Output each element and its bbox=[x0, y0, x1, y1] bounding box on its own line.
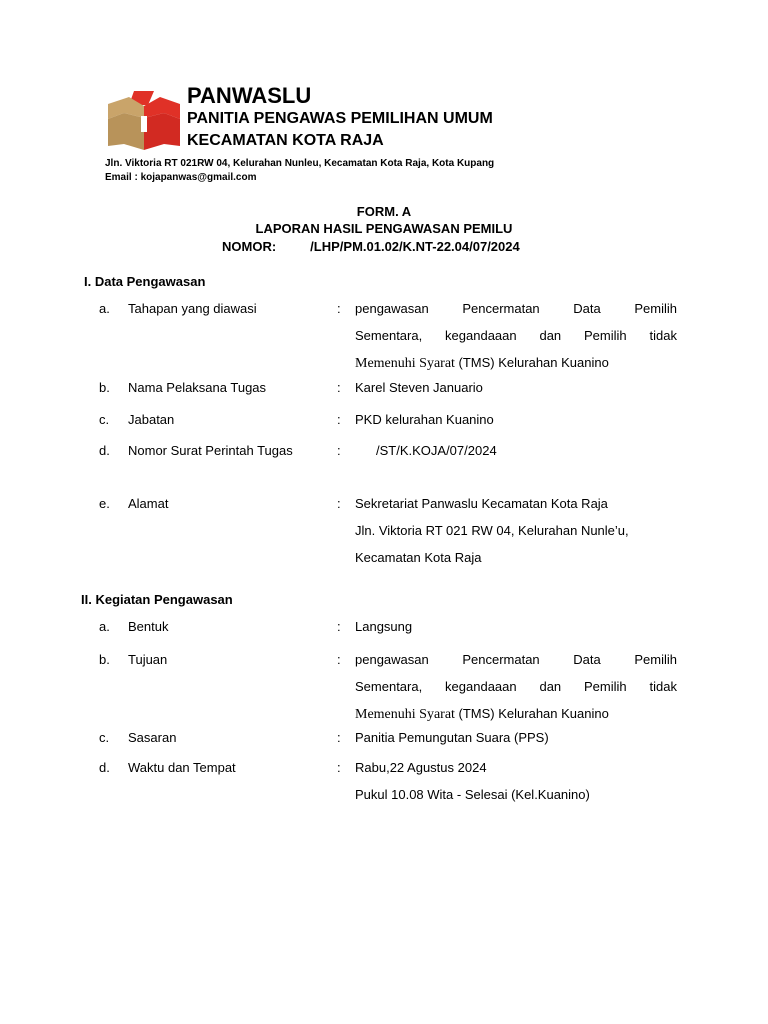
item-value-line: Sekretariat Panwaslu Kecamatan Kota Raja bbox=[355, 496, 608, 511]
item-colon: : bbox=[337, 760, 341, 775]
word: kegandaaan bbox=[445, 328, 517, 343]
org-address: Jln. Viktoria RT 021RW 04, Kelurahan Nunleu, Kecamatan Kota Raja, Kota Kupang bbox=[105, 158, 495, 169]
value-serif-part: Memenuhi Syarat bbox=[355, 356, 455, 371]
item-letter: a. bbox=[99, 619, 110, 634]
item-value: Karel Steven Januario bbox=[355, 380, 483, 395]
item-letter: a. bbox=[99, 301, 110, 316]
item-label: Jabatan bbox=[128, 412, 175, 427]
item-letter: b. bbox=[99, 652, 110, 667]
item-colon: : bbox=[337, 619, 341, 634]
value-serif-part: Memenuhi Syarat bbox=[355, 707, 455, 722]
item-value-line: Pukul 10.08 Wita - Selesai (Kel.Kuanino) bbox=[355, 787, 590, 802]
value-rest-part: (TMS) Kelurahan Kuanino bbox=[454, 355, 609, 370]
item-label: Bentuk bbox=[128, 619, 169, 634]
item-label: Sasaran bbox=[128, 730, 177, 745]
form-number bbox=[222, 239, 520, 254]
item-value-line bbox=[355, 706, 609, 723]
word: Pemilih bbox=[634, 652, 677, 667]
word: tidak bbox=[649, 679, 677, 694]
item-colon: : bbox=[337, 443, 341, 458]
item-label: Nomor Surat Perintah Tugas bbox=[128, 443, 293, 458]
word: Pemilih bbox=[584, 328, 627, 343]
item-value-line bbox=[355, 679, 677, 694]
word: tidak bbox=[649, 328, 677, 343]
word: kegandaaan bbox=[445, 679, 517, 694]
section-1-title: I. Data Pengawasan bbox=[84, 274, 206, 289]
item-letter: c. bbox=[99, 730, 110, 745]
word: Pemilih bbox=[584, 679, 627, 694]
word: Pemilih bbox=[634, 301, 677, 316]
item-label: Tahapan yang diawasi bbox=[128, 301, 257, 316]
item-letter: e. bbox=[99, 496, 110, 511]
item-value: Langsung bbox=[355, 619, 413, 634]
org-short-name: PANWASLU bbox=[187, 83, 312, 108]
item-colon: : bbox=[337, 496, 341, 511]
word: Data bbox=[573, 301, 601, 316]
item-label: Tujuan bbox=[128, 652, 168, 667]
item-letter: b. bbox=[99, 380, 110, 395]
form-code: FORM. A bbox=[356, 204, 412, 219]
item-value: /ST/K.KOJA/07/2024 bbox=[376, 443, 497, 458]
word: pengawasan bbox=[355, 301, 429, 316]
panwaslu-logo-icon bbox=[104, 88, 184, 152]
item-value-line: Jln. Viktoria RT 021 RW 04, Kelurahan Nunle’u, bbox=[355, 523, 629, 538]
item-colon: : bbox=[337, 412, 341, 427]
word: dan bbox=[539, 679, 562, 694]
org-full-name: PANITIA PENGAWAS PEMILIHAN UMUM bbox=[187, 110, 493, 127]
item-value-line bbox=[355, 301, 677, 316]
item-colon: : bbox=[337, 652, 341, 667]
word: pengawasan bbox=[355, 652, 429, 667]
word: Sementara, bbox=[355, 328, 423, 343]
item-label: Alamat bbox=[128, 496, 169, 511]
item-value: PKD kelurahan Kuanino bbox=[355, 412, 494, 427]
item-colon: : bbox=[337, 380, 341, 395]
word: Pencermatan bbox=[462, 301, 540, 316]
item-colon: : bbox=[337, 730, 341, 745]
item-letter: d. bbox=[99, 443, 110, 458]
section-2-title: II. Kegiatan Pengawasan bbox=[81, 592, 233, 607]
item-label: Nama Pelaksana Tugas bbox=[128, 380, 267, 395]
item-value-line bbox=[355, 328, 677, 343]
word: dan bbox=[539, 328, 562, 343]
form-number-label: NOMOR: bbox=[222, 239, 277, 254]
item-letter: c. bbox=[99, 412, 110, 427]
item-label: Waktu dan Tempat bbox=[128, 760, 236, 775]
org-email: Email : kojapanwas@gmail.com bbox=[105, 172, 257, 183]
item-letter: d. bbox=[99, 760, 110, 775]
form-title: LAPORAN HASIL PENGAWASAN PEMILU bbox=[255, 221, 513, 236]
item-colon: : bbox=[337, 301, 341, 316]
item-value-line bbox=[355, 355, 609, 372]
word: Pencermatan bbox=[462, 652, 540, 667]
item-value-line: Rabu,22 Agustus 2024 bbox=[355, 760, 487, 775]
word: Data bbox=[573, 652, 601, 667]
org-district: KECAMATAN KOTA RAJA bbox=[187, 132, 384, 149]
form-number-value: /LHP/PM.01.02/K.NT-22.04/07/2024 bbox=[310, 239, 520, 254]
item-value-line bbox=[355, 652, 677, 667]
value-rest-part: (TMS) Kelurahan Kuanino bbox=[454, 706, 609, 721]
item-value-line: Kecamatan Kota Raja bbox=[355, 550, 482, 565]
word: Sementara, bbox=[355, 679, 423, 694]
item-value: Panitia Pemungutan Suara (PPS) bbox=[355, 730, 549, 745]
